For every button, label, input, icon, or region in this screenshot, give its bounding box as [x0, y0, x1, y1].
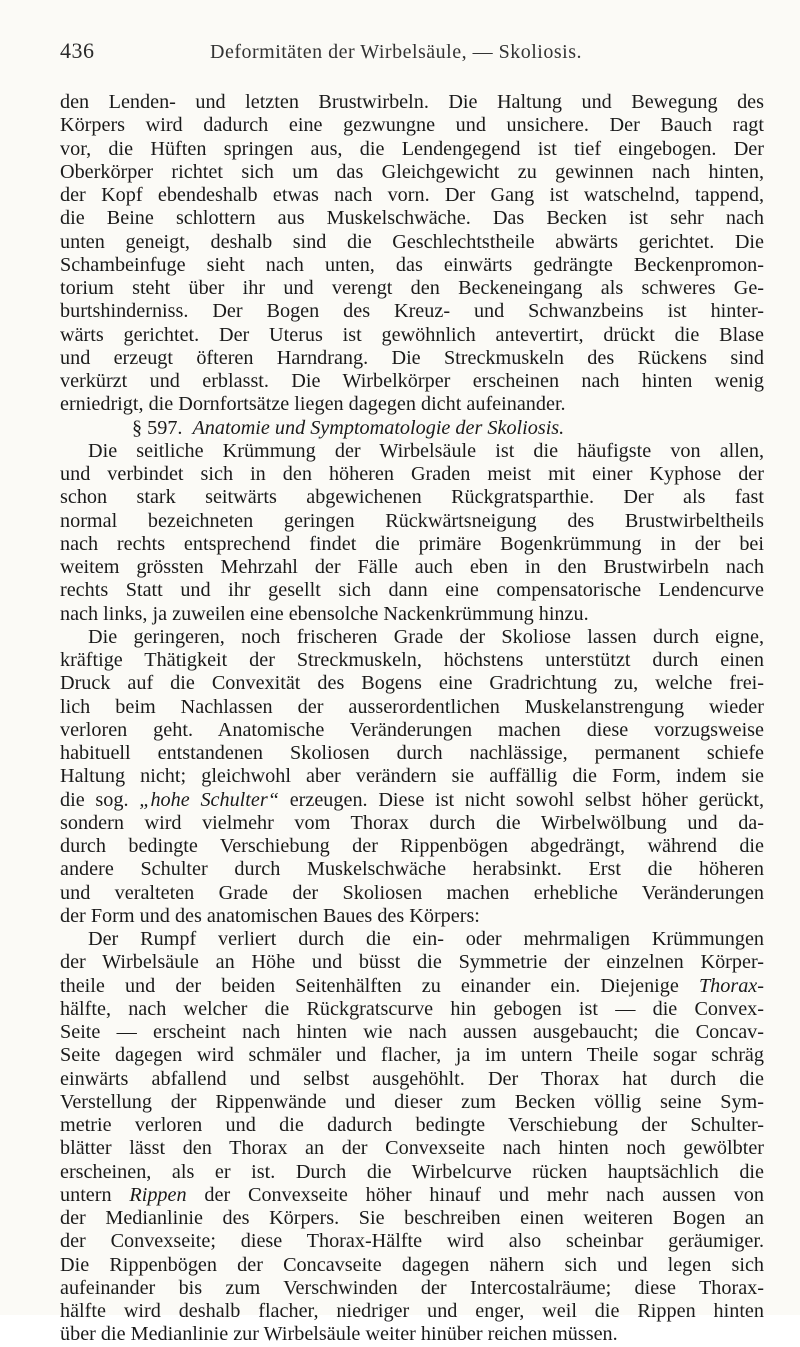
- text-line: Der Rumpf verliert durch die ein- oder mehrmaligen Krümmungen: [88, 928, 764, 950]
- text-line: weitem grössten Mehrzahl der Fälle auch eben in den Brustwirbeln nach: [60, 556, 764, 578]
- page-header: [60, 38, 764, 88]
- text-line: Die seitliche Krümmung der Wirbelsäule ist die häufigste von allen,: [88, 439, 764, 462]
- text-line: verloren geht. Anatomische Veränderungen machen diese vorzugsweise: [60, 718, 764, 741]
- paragraph-1: [60, 91, 764, 417]
- text-segment: theile und der beiden Seitenhälften zu einander ein. Diejenige: [60, 974, 699, 997]
- body-text: [60, 91, 764, 1347]
- text-line: blätter lässt den Thorax an der Convexseite nach hinten noch gewölbter: [60, 1137, 764, 1160]
- text-line: Verstellung der Rippenwände und dieser zum Becken völlig seine Sym-: [60, 1090, 764, 1113]
- text-line: Seite dagegen wird schmäler und flacher, ja im untern Theile sogar schräg: [60, 1044, 764, 1067]
- text-line: nach links, ja zuweilen eine ebensolche Nackenkrümmung hinzu.: [60, 602, 589, 625]
- text-line: erscheinen, als er ist. Durch die Wirbelcurve rücken hauptsächlich die: [60, 1160, 764, 1183]
- text-line: und erzeugt öfteren Harndrang. Die Streckmuskeln des Rückens sind: [60, 346, 764, 369]
- paragraph-3: [60, 626, 764, 928]
- italic-term: Rippen: [129, 1183, 187, 1206]
- italic-term: „hohe Schulter“: [139, 788, 279, 811]
- text-line: der Medianlinie des Körpers. Sie beschreiben einen weiteren Bogen an: [60, 1207, 764, 1229]
- text-line: Druck auf die Convexität des Bogens eine Gradrichtung zu, welche frei-: [60, 672, 764, 695]
- text-line: [60, 1184, 764, 1207]
- text-segment: die sog.: [60, 788, 140, 811]
- text-line: über die Medianlinie zur Wirbelsäule weiter hinüber reichen müssen.: [60, 1323, 618, 1346]
- text-line: normal bezeichneten geringen Rückwärtsneigung des Brustwirbeltheils: [60, 509, 764, 532]
- text-line: aufeinander bis zum Verschwinden der Intercostalräume; diese Thorax-: [60, 1276, 764, 1299]
- text-segment: der Convexseite höher hinauf und mehr nach aussen von: [186, 1183, 764, 1206]
- text-line: der Form und des anatomischen Baues des Körpers:: [60, 904, 480, 927]
- text-line: hälfte wird deshalb flacher, niedriger und enger, weil die Rippen hinten: [60, 1300, 764, 1322]
- paragraph-4: [60, 928, 764, 1347]
- section-title: Anatomie und Symptomatologie der Skoliosis.: [192, 416, 565, 439]
- text-line: und verbindet sich in den höheren Graden meist mit einer Kyphose der: [60, 463, 764, 485]
- text-line: metrie verloren und die dadurch bedingte Verschiebung der Schulter-: [60, 1114, 764, 1136]
- text-line: habituell entstandenen Skoliosen durch nachlässige, permanent schiefe: [60, 742, 764, 764]
- text-line: Die geringeren, noch frischeren Grade der Skoliose lassen durch eigne,: [88, 625, 764, 648]
- text-line: der Kopf ebendeshalb etwas nach vorn. Der Gang ist watschelnd, tappend,: [60, 184, 764, 206]
- text-line: den Lenden- und letzten Brustwirbeln. Die Haltung und Bewegung des: [60, 91, 764, 113]
- text-line: die Beine schlottern aus Muskelschwäche. Das Becken ist sehr nach: [60, 207, 764, 230]
- text-line: Seite — erscheint nach hinten wie nach aussen ausgebaucht; die Concav-: [60, 1021, 764, 1043]
- text-segment: untern: [60, 1183, 130, 1206]
- text-line: der Convexseite; diese Thorax-Hälfte wird also scheinbar geräumiger.: [60, 1230, 764, 1253]
- text-line: rechts Statt und ihr gesellt sich dann eine compensatorische Lendencurve: [60, 579, 764, 602]
- text-line: lich beim Nachlassen der ausserordentlichen Muskelanstrengung wieder: [60, 695, 764, 718]
- text-line: burtshinderniss. Der Bogen des Kreuz- und Schwanzbeins ist hinter-: [60, 300, 764, 323]
- text-line: verkürzt und erblasst. Die Wirbelkörper erscheinen nach hinten wenig: [60, 370, 764, 392]
- text-line: torium steht über ihr und verengt den Beckeneingang als schweres Ge-: [60, 277, 764, 299]
- paragraph-2: [60, 440, 764, 626]
- page-number: 436: [60, 38, 95, 63]
- text-line: einwärts abfallend und selbst ausgehöhlt. Der Thorax hat durch die: [60, 1067, 764, 1090]
- text-line: [60, 975, 764, 998]
- text-line: Körpers wird dadurch eine gezwungne und unsichere. Der Bauch ragt: [60, 114, 764, 137]
- text-line: andere Schulter durch Muskelschwäche herabsinkt. Erst die höheren: [60, 858, 764, 881]
- text-line: Haltung nicht; gleichwohl aber verändern sie auffällig die Form, indem sie: [60, 765, 764, 788]
- running-head: Deformitäten der Wirbelsäule, — Skoliosis.: [210, 41, 582, 63]
- section-heading: [60, 417, 764, 440]
- text-line: der Wirbelsäule an Höhe und büsst die Symmetrie der einzelnen Körper-: [60, 951, 764, 974]
- text-line: unten geneigt, deshalb sind die Geschlechtstheile abwärts gerichtet. Die: [60, 230, 764, 253]
- text-line: erniedrigt, die Dornfortsätze liegen dagegen dicht aufeinander.: [60, 393, 566, 416]
- text-line: schon stark seitwärts abgewichenen Rückgratsparthie. Der als fast: [60, 486, 764, 509]
- text-line: Die Rippenbögen der Concavseite dagegen nähern sich und legen sich: [60, 1253, 764, 1276]
- text-line: hälfte, nach welcher die Rückgratscurve hin gebogen ist — die Convex-: [60, 997, 764, 1020]
- text-line: und veralteten Grade der Skoliosen machen erhebliche Veränderungen: [60, 881, 764, 904]
- text-line: Schambeinfuge sieht nach unten, das einwärts gedrängte Beckenpromon-: [60, 253, 764, 276]
- text-line: vor, die Hüften springen aus, die Lendengegend ist tief eingebogen. Der: [60, 137, 764, 160]
- italic-term: Thorax-: [698, 974, 764, 997]
- text-segment: erzeugen. Diese ist nicht sowohl selbst höher gerückt,: [278, 788, 764, 811]
- text-line: Oberkörper richtet sich um das Gleichgewicht zu gewinnen nach hinten,: [60, 160, 764, 183]
- text-line: kräftige Thätigkeit der Streckmuskeln, höchstens unterstützt durch einen: [60, 649, 764, 671]
- text-line: wärts gerichtet. Der Uterus ist gewöhnlich antevertirt, drückt die Blase: [60, 323, 764, 346]
- section-number: § 597.: [132, 416, 183, 439]
- text-line: nach rechts entsprechend findet die primäre Bogenkrümmung in der bei: [60, 532, 764, 555]
- text-line: sondern wird vielmehr vom Thorax durch die Wirbelwölbung und da-: [60, 811, 764, 834]
- text-line: durch bedingte Verschiebung der Rippenbögen abgedrängt, während die: [60, 835, 764, 857]
- text-line: [60, 789, 764, 812]
